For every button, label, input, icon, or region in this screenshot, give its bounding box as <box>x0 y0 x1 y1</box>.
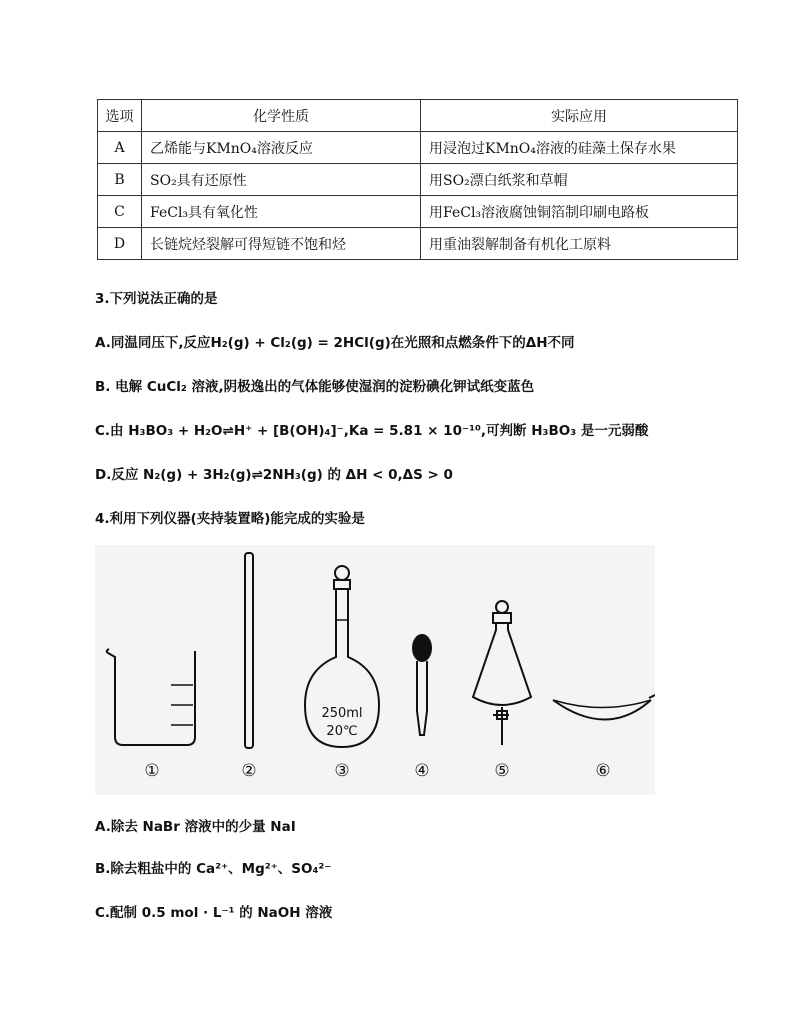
row-option: D <box>98 228 142 260</box>
property-application-table <box>97 99 738 260</box>
flask-volume-label: 250ml <box>321 706 363 721</box>
separatory-funnel-shape <box>473 623 531 705</box>
table-header-row <box>98 100 738 132</box>
row-application: 用浸泡过KMnO₄溶液的硅藻土保存水果 <box>421 132 738 164</box>
question-4-stem: 4.利用下列仪器(夹持装置略)能完成的实验是 <box>95 511 365 527</box>
apparatus-label-3: ③ <box>334 761 350 781</box>
question-3-option-d: D.反应 N₂(g) + 3H₂(g)⇌2NH₃(g) 的 ΔH < 0,ΔS > 0 <box>95 467 453 483</box>
row-application: 用重油裂解制备有机化工原料 <box>421 228 738 260</box>
dropper-bulb <box>413 635 431 661</box>
row-application: 用FeCl₃溶液腐蚀铜箔制印刷电路板 <box>421 196 738 228</box>
table-row <box>98 228 738 260</box>
beaker-shape <box>108 651 195 745</box>
table-row <box>98 164 738 196</box>
row-option: B <box>98 164 142 196</box>
question-3-option-b: B. 电解 CuCl₂ 溶液,阴极逸出的气体能够使湿润的淀粉碘化钾试纸变蓝色 <box>95 379 535 395</box>
apparatus-label-2: ② <box>241 761 257 781</box>
row-option: A <box>98 132 142 164</box>
apparatus-drawing <box>95 545 655 795</box>
table-row <box>98 132 738 164</box>
evaporating-dish-shape <box>553 700 651 720</box>
apparatus-label-6: ⑥ <box>595 761 611 781</box>
header-option: 选项 <box>98 100 142 132</box>
apparatus-label-4: ④ <box>414 761 430 781</box>
apparatus-label-1: ① <box>144 761 160 781</box>
question-3-option-a: A.同温同压下,反应H₂(g) + Cl₂(g) = 2HCl(g)在光照和点燃条件下的ΔH不同 <box>95 335 575 351</box>
row-option: C <box>98 196 142 228</box>
flask-temperature-label: 20℃ <box>326 724 358 739</box>
row-property: SO₂具有还原性 <box>142 164 421 196</box>
question-4-option-c: C.配制 0.5 mol · L⁻¹ 的 NaOH 溶液 <box>95 905 333 921</box>
glass-rod-shape <box>245 553 253 748</box>
question-4-option-a: A.除去 NaBr 溶液中的少量 NaI <box>95 819 296 835</box>
header-property: 化学性质 <box>142 100 421 132</box>
row-property: 乙烯能与KMnO₄溶液反应 <box>142 132 421 164</box>
apparatus-figure <box>95 545 655 795</box>
row-property: 长链烷烃裂解可得短链不饱和烃 <box>142 228 421 260</box>
table-row <box>98 196 738 228</box>
row-application: 用SO₂漂白纸浆和草帽 <box>421 164 738 196</box>
header-application: 实际应用 <box>421 100 738 132</box>
question-3-stem: 3.下列说法正确的是 <box>95 291 218 307</box>
stopper-top <box>335 566 349 580</box>
row-property: FeCl₃具有氧化性 <box>142 196 421 228</box>
question-4-option-b: B.除去粗盐中的 Ca²⁺、Mg²⁺、SO₄²⁻ <box>95 861 332 877</box>
question-3-option-c: C.由 H₃BO₃ + H₂O⇌H⁺ + [B(OH)₄]⁻,Ka = 5.81 × 10⁻¹⁰,可判断 H₃BO₃ 是一元弱酸 <box>95 423 649 439</box>
apparatus-label-5: ⑤ <box>494 761 510 781</box>
